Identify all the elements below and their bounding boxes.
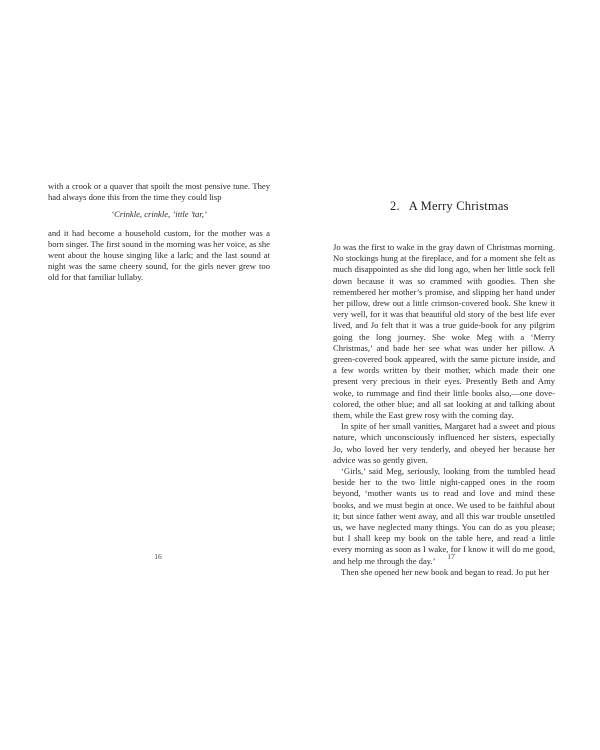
chapter-heading xyxy=(390,199,550,213)
right-paragraph-3: ‘Girls,’ said Meg, seriously, looking from the tumbled head beside her to the two little night-capped ones in the room beyond, ‘mother wants us to read and love and mind these books, and we must begin at once. We used to be faithful about it; but since father went away, and all this war trouble unsettled us, we have neglected many things. You can do as you please; but I shall keep my book on the table here, and read a little every morning as soon as I wake, for I know it will do me good, and help me through the day.’ xyxy=(333,466,555,566)
page-number-right: 17 xyxy=(447,552,455,561)
right-paragraph-4: Then she opened her new book and began to read. Jo put her xyxy=(341,566,550,577)
left-paragraph-1: with a crook or a quaver that spoilt the most pensive tune. They had always done this from the time they could lisp xyxy=(48,181,270,203)
left-page-text xyxy=(48,181,270,284)
left-paragraph-2: and it had become a household custom, for the mother was a born singer. The first sound in the morning was her voice, as she went about the house singing like a lark; and the last sound at night was the same cheery sound, for the girls never grew too old for that familiar lullaby. xyxy=(48,227,270,283)
chapter-number: 2. xyxy=(390,199,400,213)
right-paragraph-2: In spite of her small vanities, Margaret had a sweet and pious nature, which unconsciously influenced her sisters, especially Jo, who loved her very tenderly, and obeyed her because her advice was so gently given. xyxy=(333,421,555,465)
chapter-title: A Merry Christmas xyxy=(408,199,509,213)
right-page-text xyxy=(333,242,555,578)
verse-line: ‘Crinkle, crinkle, ’ittle ’tar,’ xyxy=(111,209,207,220)
right-paragraph-1: Jo was the first to wake in the gray dawn of Christmas morning. No stockings hung at the fireplace, and for a moment she felt as much disappointed as she did long ago, when her little sock fell down because it was so crammed with goodies. Then she remembered her mother’s promise, and slipping her hand under her pillow, drew out a little crimson-covered book. She knew it very well, for it was that beautiful old story of the best life ever lived, and Jo felt that it was a true guide-book for any pilgrim going the long journey. She woke Meg with a ‘Merry Christmas,’ and bade her see what was under her pillow. A green-covered book appeared, with the same picture inside, and a few words written by their mother, which made their one present very precious in their eyes. Presently Beth and Amy woke, to rummage and find their little books also,—one dove-colored, the other blue; and all sat looking at and talking about them, while the East grew rosy with the coming day. xyxy=(333,242,555,421)
page-number-left: 16 xyxy=(154,552,162,561)
right-page xyxy=(300,0,600,750)
